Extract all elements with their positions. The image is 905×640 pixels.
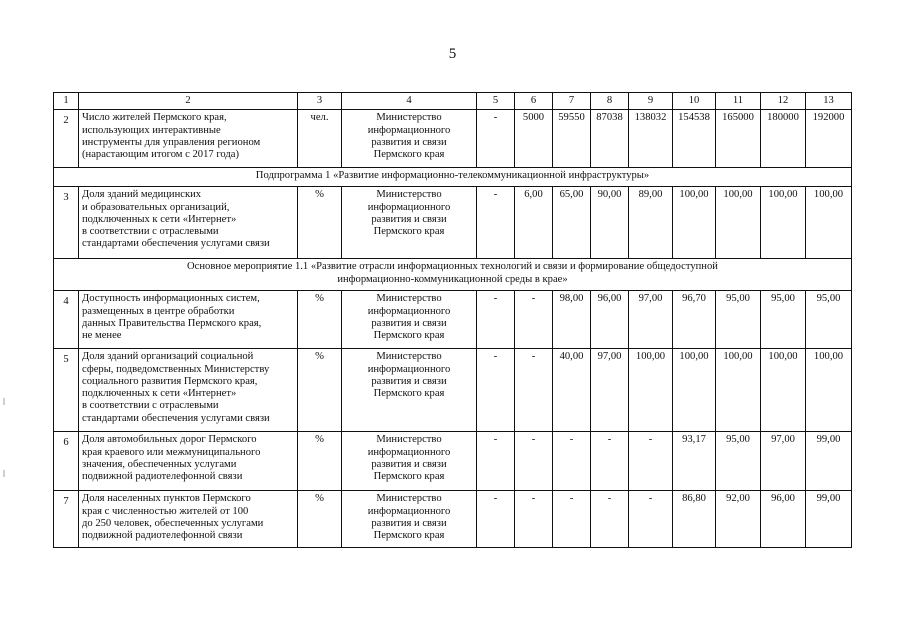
- value-cell: 100,00: [673, 349, 716, 432]
- value-cell: 59550: [553, 110, 591, 168]
- table-row: [54, 349, 852, 432]
- indicator-line: и образовательных организаций,: [82, 201, 230, 213]
- column-number: 1: [54, 93, 79, 110]
- value-cell: 96,70: [673, 291, 716, 349]
- column-number: 13: [806, 93, 852, 110]
- value-cell: -: [591, 432, 629, 491]
- indicator-line: Доступность информационных систем,: [82, 293, 260, 305]
- ministry-line: Пермского края: [373, 226, 445, 238]
- page-number: 5: [448, 46, 457, 62]
- table-row: [54, 291, 852, 349]
- ministry-line: развития и связи: [371, 458, 447, 470]
- value-cell: 100,00: [806, 187, 852, 259]
- indicator-line: подключенных к сети «Интернет»: [82, 388, 237, 400]
- indicator-line: социального развития Пермского края,: [82, 375, 258, 387]
- value-cell: 95,00: [716, 291, 761, 349]
- value-cell: 95,00: [806, 291, 852, 349]
- scan-mark: [3, 470, 5, 477]
- ministry-line: Пермского края: [373, 530, 445, 542]
- indicator-line: сферы, подведомственных Министерству: [82, 363, 270, 375]
- indicator-name: [79, 349, 298, 432]
- unit: %: [298, 349, 342, 432]
- row-number: 4: [54, 291, 79, 349]
- value-cell: -: [629, 432, 673, 491]
- value-cell: 87038: [591, 110, 629, 168]
- value-cell: 5000: [515, 110, 553, 168]
- indicator-line: Доля зданий организаций социальной: [82, 351, 254, 363]
- ministry-line: информационного: [367, 124, 451, 136]
- value-cell: 92,00: [716, 491, 761, 548]
- indicator-line: инструменты для управления регионом: [82, 136, 261, 148]
- value-cell: 86,80: [673, 491, 716, 548]
- value-cell: 100,00: [716, 187, 761, 259]
- value-cell: -: [515, 491, 553, 548]
- table-row: [54, 187, 852, 259]
- indicator-line: в соответствии с отраслевыми: [82, 226, 219, 238]
- indicator-line: Число жителей Пермского края,: [82, 112, 227, 124]
- indicator-name: [79, 187, 298, 259]
- ministry-line: информационного: [367, 305, 451, 317]
- indicator-line: (нарастающим итогом с 2017 года): [82, 149, 240, 161]
- ministry-line: информационного: [367, 201, 451, 213]
- responsible-ministry: [342, 432, 477, 491]
- value-cell: 99,00: [806, 491, 852, 548]
- value-cell: -: [553, 491, 591, 548]
- ministry-line: развития и связи: [371, 136, 447, 148]
- value-cell: 100,00: [716, 349, 761, 432]
- value-cell: -: [477, 349, 515, 432]
- ministry-line: информационного: [367, 363, 451, 375]
- responsible-ministry: [342, 187, 477, 259]
- value-cell: -: [629, 491, 673, 548]
- responsible-ministry: [342, 110, 477, 168]
- column-number: 5: [477, 93, 515, 110]
- ministry-line: Министерство: [376, 434, 442, 446]
- value-cell: -: [477, 110, 515, 168]
- indicator-line: в соответствии с отраслевыми: [82, 400, 219, 412]
- indicator-line: использующих интерактивные: [82, 124, 221, 136]
- ministry-line: Пермского края: [373, 471, 445, 483]
- indicator-line: подвижной радиотелефонной связи: [82, 530, 243, 542]
- indicator-name: [79, 110, 298, 168]
- scan-mark: [3, 398, 5, 405]
- indicator-line: подключенных к сети «Интернет»: [82, 213, 237, 225]
- column-number: 10: [673, 93, 716, 110]
- column-number: 7: [553, 93, 591, 110]
- value-cell: 100,00: [673, 187, 716, 259]
- value-cell: -: [477, 432, 515, 491]
- ministry-line: Министерство: [376, 493, 442, 505]
- value-cell: -: [477, 187, 515, 259]
- column-number: 2: [79, 93, 298, 110]
- value-cell: -: [477, 491, 515, 548]
- indicator-line: размещенных в центре обработки: [82, 305, 235, 317]
- value-cell: 95,00: [761, 291, 806, 349]
- main-event-title: [54, 259, 852, 291]
- ministry-line: развития и связи: [371, 517, 447, 529]
- value-cell: 96,00: [591, 291, 629, 349]
- subprogram-row: [54, 168, 852, 187]
- subprogram-line: Подпрограмма 1 «Развитие информационно-телекоммуникационной инфраструктуры»: [255, 170, 650, 182]
- row-number: 6: [54, 432, 79, 491]
- column-number: 9: [629, 93, 673, 110]
- table-row: [54, 110, 852, 168]
- column-number: 3: [298, 93, 342, 110]
- ministry-line: развития и связи: [371, 317, 447, 329]
- indicator-line: не менее: [82, 330, 122, 342]
- value-cell: -: [515, 349, 553, 432]
- column-number: 8: [591, 93, 629, 110]
- ministry-line: Министерство: [376, 112, 442, 124]
- indicator-name: [79, 291, 298, 349]
- value-cell: 97,00: [629, 291, 673, 349]
- value-cell: 98,00: [553, 291, 591, 349]
- unit: %: [298, 187, 342, 259]
- value-cell: 100,00: [761, 187, 806, 259]
- main-event-line: информационно-коммуникационной среды в крае»: [337, 273, 568, 285]
- value-cell: 97,00: [761, 432, 806, 491]
- ministry-line: Пермского края: [373, 388, 445, 400]
- indicator-line: значения, обеспеченных услугами: [82, 458, 237, 470]
- value-cell: 100,00: [806, 349, 852, 432]
- value-cell: 138032: [629, 110, 673, 168]
- value-cell: 93,17: [673, 432, 716, 491]
- value-cell: -: [515, 432, 553, 491]
- indicator-line: стандартами обеспечения услугами связи: [82, 238, 270, 250]
- value-cell: -: [515, 291, 553, 349]
- ministry-line: информационного: [367, 505, 451, 517]
- value-cell: 165000: [716, 110, 761, 168]
- indicator-line: края с численностью жителей от 100: [82, 505, 249, 517]
- row-number: 2: [54, 110, 79, 168]
- main-event-line: Основное мероприятие 1.1 «Развитие отрасли информационных технологий и связи и формирование общедоступной: [187, 261, 718, 273]
- indicator-name: [79, 432, 298, 491]
- column-number: 12: [761, 93, 806, 110]
- value-cell: 100,00: [629, 349, 673, 432]
- ministry-line: информационного: [367, 446, 451, 458]
- column-number: 4: [342, 93, 477, 110]
- value-cell: 192000: [806, 110, 852, 168]
- indicator-line: подвижной радиотелефонной связи: [82, 471, 243, 483]
- value-cell: -: [591, 491, 629, 548]
- value-cell: 100,00: [761, 349, 806, 432]
- ministry-line: Министерство: [376, 293, 442, 305]
- ministry-line: Пермского края: [373, 149, 445, 161]
- indicator-line: до 250 человек, обеспеченных услугами: [82, 517, 264, 529]
- ministry-line: развития и связи: [371, 213, 447, 225]
- responsible-ministry: [342, 291, 477, 349]
- ministry-line: развития и связи: [371, 375, 447, 387]
- unit: %: [298, 432, 342, 491]
- value-cell: 89,00: [629, 187, 673, 259]
- table-header-row: [54, 93, 852, 110]
- responsible-ministry: [342, 491, 477, 548]
- indicator-line: края краевого или межмуниципального: [82, 446, 261, 458]
- value-cell: 97,00: [591, 349, 629, 432]
- unit: %: [298, 491, 342, 548]
- subprogram-title: [54, 168, 852, 187]
- main-event-row: [54, 259, 852, 291]
- table-row: [54, 491, 852, 548]
- value-cell: 180000: [761, 110, 806, 168]
- value-cell: 154538: [673, 110, 716, 168]
- responsible-ministry: [342, 349, 477, 432]
- table-row: [54, 432, 852, 491]
- unit: %: [298, 291, 342, 349]
- row-number: 7: [54, 491, 79, 548]
- value-cell: 90,00: [591, 187, 629, 259]
- indicator-line: данных Правительства Пермского края,: [82, 317, 262, 329]
- ministry-line: Министерство: [376, 189, 442, 201]
- indicator-name: [79, 491, 298, 548]
- indicators-table: [53, 92, 852, 548]
- column-number: 6: [515, 93, 553, 110]
- ministry-line: Министерство: [376, 351, 442, 363]
- ministry-line: Пермского края: [373, 330, 445, 342]
- value-cell: 65,00: [553, 187, 591, 259]
- row-number: 5: [54, 349, 79, 432]
- value-cell: -: [553, 432, 591, 491]
- indicator-line: Доля автомобильных дорог Пермского: [82, 434, 257, 446]
- value-cell: 96,00: [761, 491, 806, 548]
- value-cell: 6,00: [515, 187, 553, 259]
- value-cell: 95,00: [716, 432, 761, 491]
- indicator-line: Доля населенных пунктов Пермского: [82, 493, 251, 505]
- row-number: 3: [54, 187, 79, 259]
- value-cell: 40,00: [553, 349, 591, 432]
- value-cell: 99,00: [806, 432, 852, 491]
- column-number: 11: [716, 93, 761, 110]
- value-cell: -: [477, 291, 515, 349]
- unit: чел.: [298, 110, 342, 168]
- indicator-line: стандартами обеспечения услугами связи: [82, 412, 270, 424]
- indicator-line: Доля зданий медицинских: [82, 189, 202, 201]
